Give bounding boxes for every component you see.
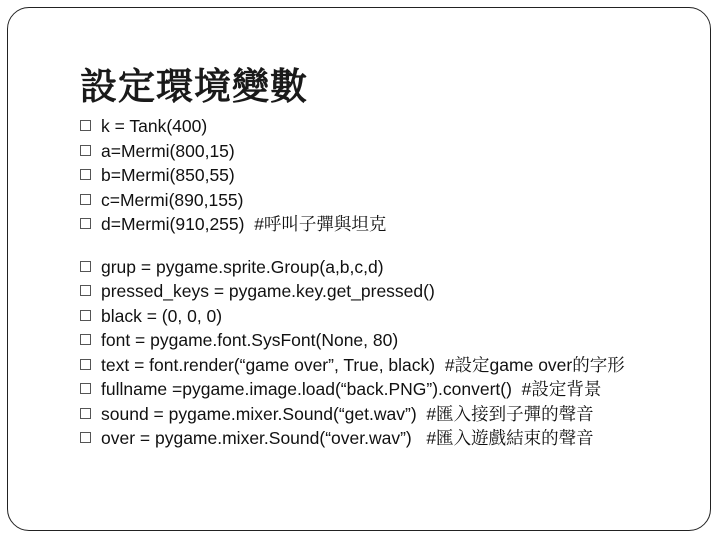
bullet-item xyxy=(80,328,690,353)
bullet-item xyxy=(80,255,690,280)
bullet-item xyxy=(80,304,690,329)
bullet-item xyxy=(80,402,690,427)
bullet-item xyxy=(80,188,690,213)
bullet-item xyxy=(80,279,690,304)
bullet-item xyxy=(80,139,690,164)
bullet-square-icon xyxy=(80,334,91,345)
bullet-item xyxy=(80,163,690,188)
bullet-square-icon xyxy=(80,432,91,443)
bullet-square-icon xyxy=(80,383,91,394)
code-line: sound = pygame.mixer.Sound(“get.wav”) #匯入接到子彈的聲音 xyxy=(101,403,594,424)
bullet-square-icon xyxy=(80,408,91,419)
bullet-list xyxy=(80,114,690,451)
bullet-square-icon xyxy=(80,145,91,156)
bullet-square-icon xyxy=(80,261,91,272)
code-line: over = pygame.mixer.Sound(“over.wav”) #匯入遊戲結束的聲音 xyxy=(101,428,594,448)
code-line: black = (0, 0, 0) xyxy=(101,305,223,326)
bullet-item xyxy=(80,426,690,451)
bullet-square-icon xyxy=(80,169,91,180)
code-line: d=Mermi(910,255) #呼叫子彈與坦克 xyxy=(101,214,387,234)
bullet-square-icon xyxy=(80,194,91,205)
code-line: grup = pygame.sprite.Group(a,b,c,d) xyxy=(101,256,384,277)
bullet-square-icon xyxy=(80,218,91,229)
bullet-item xyxy=(80,377,690,402)
code-line: b=Mermi(850,55) xyxy=(101,165,235,185)
bullet-item xyxy=(80,212,690,237)
bullet-square-icon xyxy=(80,310,91,321)
code-line: a=Mermi(800,15) xyxy=(101,140,235,161)
slide-title: 設定環境變數 xyxy=(80,65,308,108)
code-line: pressed_keys = pygame.key.get_pressed() xyxy=(101,281,435,301)
bullet-item xyxy=(80,353,690,378)
code-line: k = Tank(400) xyxy=(101,116,208,136)
code-line: c=Mermi(890,155) xyxy=(101,189,244,210)
code-line: fullname =pygame.image.load(“back.PNG”).convert() #設定背景 xyxy=(101,379,602,399)
bullet-group-variables xyxy=(80,114,690,237)
bullet-square-icon xyxy=(80,285,91,296)
bullet-item xyxy=(80,114,690,139)
bullet-group-pygame xyxy=(80,255,690,451)
bullet-square-icon xyxy=(80,120,91,131)
code-line: text = font.render(“game over”, True, black) #設定game over的字形 xyxy=(101,354,625,375)
bullet-square-icon xyxy=(80,359,91,370)
code-line: font = pygame.font.SysFont(None, 80) xyxy=(101,330,399,350)
